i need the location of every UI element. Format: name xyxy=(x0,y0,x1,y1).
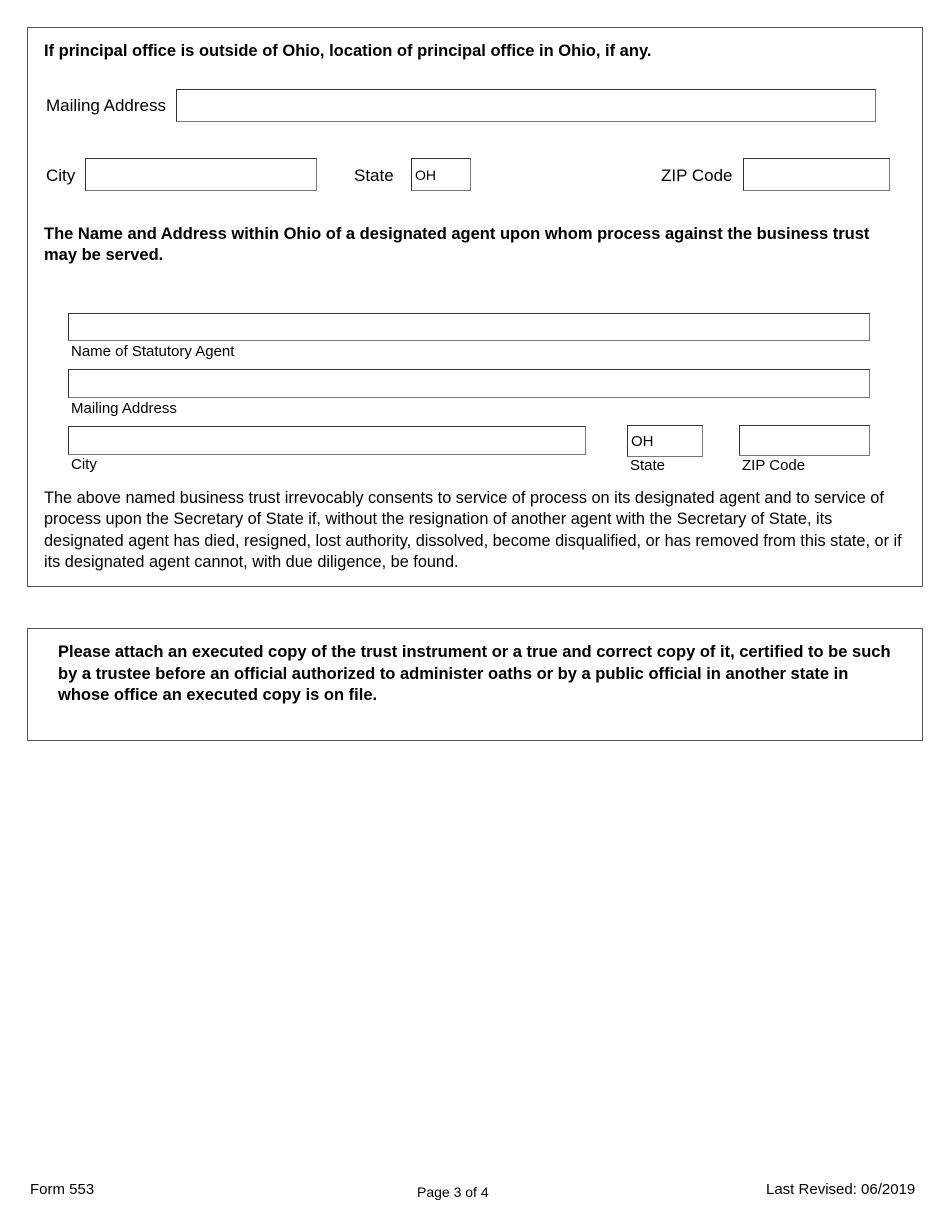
mailing-address-label: Mailing Address xyxy=(46,96,167,115)
agent-zip-input[interactable] xyxy=(739,425,870,456)
agent-mailing-address-label: Mailing Address xyxy=(71,400,177,417)
zip-code-label: ZIP Code xyxy=(661,166,733,185)
statutory-agent-name-label: Name of Statutory Agent xyxy=(71,343,235,360)
page-number: Page 3 of 4 xyxy=(417,1184,489,1200)
principal-office-heading: If principal office is outside of Ohio, location of principal office in Ohio, if any. xyxy=(44,42,652,60)
state-label: State xyxy=(354,166,394,185)
principal-zip-input[interactable] xyxy=(743,158,890,191)
city-label: City xyxy=(46,166,76,185)
principal-state-input[interactable] xyxy=(411,158,471,191)
agent-mailing-address-input[interactable] xyxy=(68,369,870,398)
statutory-agent-name-input[interactable] xyxy=(68,313,870,341)
attach-notice-text: Please attach an executed copy of the trust instrument or a true and correct copy of it, certified to be such by a trustee before an official authorized to administer oaths or by a public official in another state in whose office an executed copy is on file. xyxy=(58,643,891,704)
form-number: Form 553 xyxy=(30,1181,95,1198)
principal-mailing-address-input[interactable] xyxy=(176,89,876,122)
agent-state-label: State xyxy=(630,457,666,474)
statutory-agent-heading: The Name and Address within Ohio of a designated agent upon whom process against the business trust may be served. xyxy=(44,225,870,264)
agent-zip-label: ZIP Code xyxy=(742,457,806,474)
agent-state-input[interactable] xyxy=(627,425,703,457)
last-revised: Last Revised: 06/2019 xyxy=(766,1181,916,1198)
principal-city-input[interactable] xyxy=(85,158,317,191)
agent-city-label: City xyxy=(71,456,97,473)
consent-paragraph: The above named business trust irrevocably consents to service of process on its designated agent and to service of process upon the Secretary of State if, without the resignation of another agent with the Secretary of State, its designated agent has died, resigned, lost authority, dissolved, become disqualified, or has removed from this state, or if its designated agent cannot, with due diligence, be found. xyxy=(44,489,902,571)
agent-city-input[interactable] xyxy=(68,426,586,455)
